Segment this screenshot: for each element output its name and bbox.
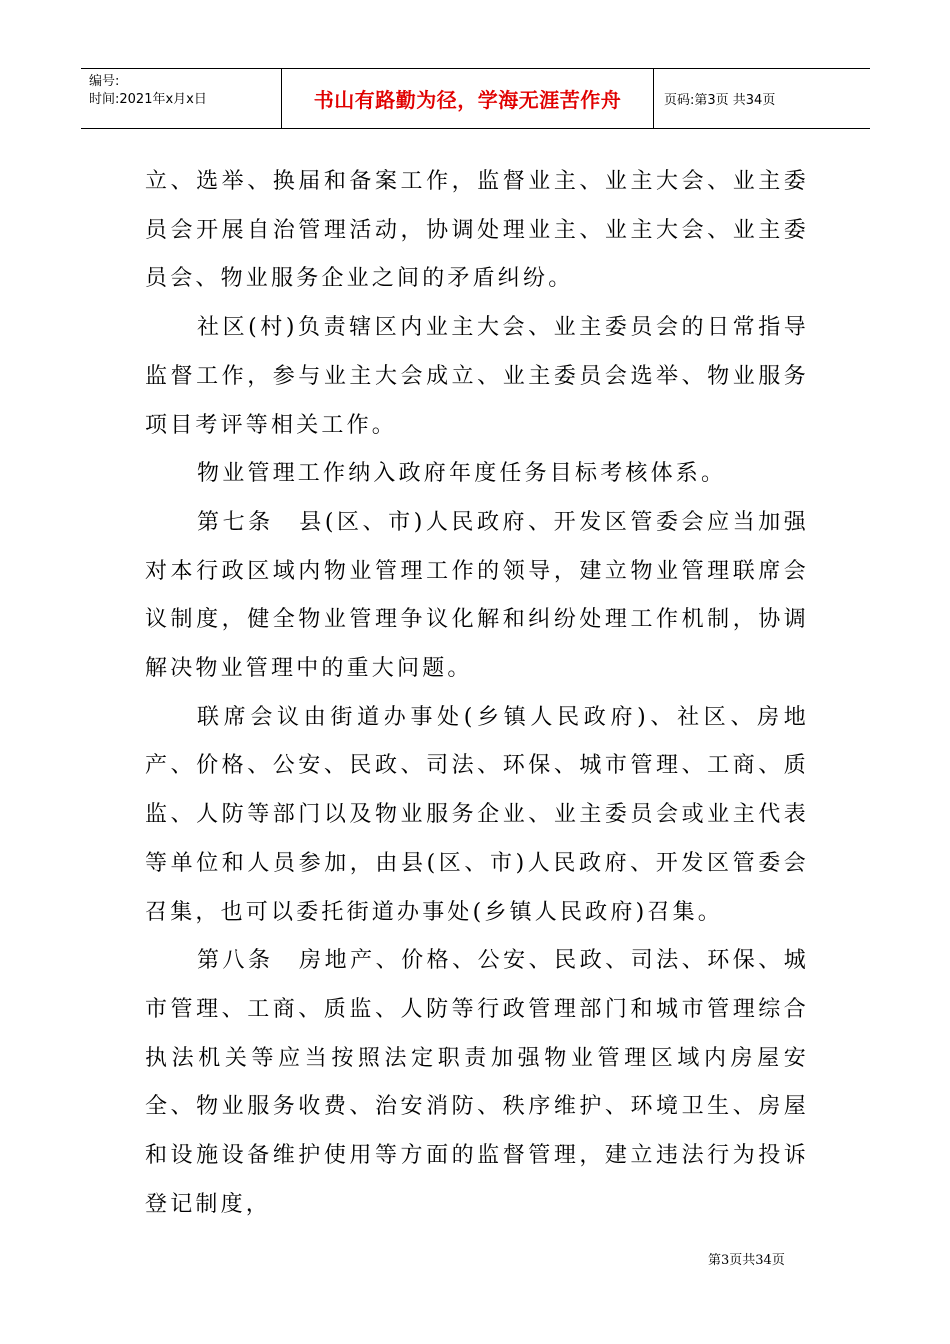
- page-header: [81, 68, 870, 129]
- document-body: [145, 158, 809, 1229]
- article-eight: 第八条 房地产、价格、公安、民政、司法、环保、城市管理、工商、质监、人防等行政管理部门和城市管理综合执法机关等应当按照法定职责加强物业管理区域内房屋安全、物业服务收费、治安消防、秩序维护、环境卫生、房屋和设施设备维护使用等方面的监督管理，建立违法行为投诉登记制度，: [145, 948, 809, 1217]
- document-number-label: 编号:: [89, 74, 120, 89]
- article-seven: 第七条 县(区、市)人民政府、开发区管委会应当加强对本行政区域内物业管理工作的领导，建立物业管理联席会议制度，健全物业管理争议化解和纠纷处理工作机制，协调解决物业管理中的重大问题。: [145, 509, 809, 682]
- paragraph: 物业管理工作纳入政府年度任务目标考核体系。: [197, 461, 727, 487]
- header-meta-cell: [81, 69, 282, 128]
- page-footer: 第3页共34页: [708, 1253, 785, 1268]
- header-motto: 书山有路勤为径，学海无涯苦作舟: [282, 69, 654, 128]
- header-page-info: 页码:第3页 共34页: [664, 93, 776, 108]
- paragraph: 联席会议由街道办事处(乡镇人民政府)、社区、房地产、价格、公安、民政、司法、环保、城市管理、工商、质监、人防等部门以及物业服务企业、业主委员会或业主代表等单位和人员参加，由县(区、市)人民政府、开发区管委会召集，也可以委托街道办事处(乡镇人民政府)召集。: [145, 704, 809, 925]
- document-time-label: 时间:2021年x月x日: [89, 92, 207, 107]
- paragraph: 社区(村)负责辖区内业主大会、业主委员会的日常指导监督工作，参与业主大会成立、业主委员会选举、物业服务项目考评等相关工作。: [145, 315, 809, 438]
- paragraph-continuation: 立、选举、换届和备案工作，监督业主、业主大会、业主委员会开展自治管理活动，协调处理业主、业主大会、业主委员会、物业服务企业之间的矛盾纠纷。: [145, 169, 809, 292]
